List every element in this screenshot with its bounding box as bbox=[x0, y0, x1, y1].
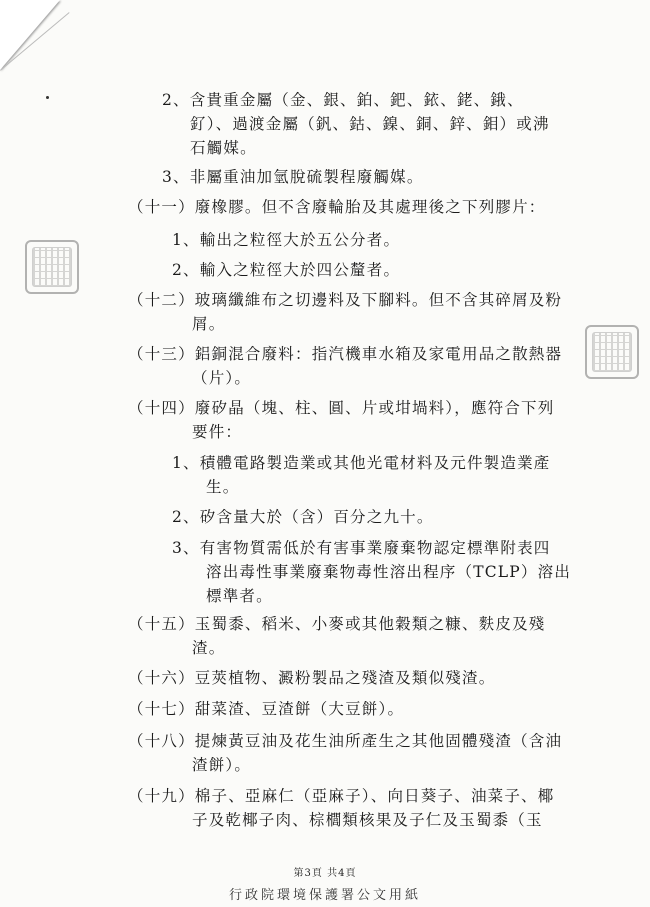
text-line: （十六）豆莢植物、澱粉製品之殘渣及類似殘渣。 bbox=[128, 669, 496, 687]
text-line: 屑。 bbox=[192, 315, 226, 333]
text-line: （十七）甜菜渣、豆渣餅（大豆餅）。 bbox=[128, 700, 405, 718]
text-line: 2、矽含量大於（含）百分之九十。 bbox=[172, 508, 434, 526]
text-line: （片）。 bbox=[192, 369, 252, 387]
text-line: 要件： bbox=[192, 423, 243, 441]
text-line: 渣。 bbox=[192, 639, 226, 657]
text-line: 生。 bbox=[206, 478, 240, 496]
text-line: （十三）鋁銅混合廢料：指汽機車水箱及家電用品之散熱器 bbox=[128, 345, 563, 363]
text-line: （十一）廢橡膠。但不含廢輪胎及其處理後之下列膠片： bbox=[128, 198, 546, 216]
text-line: 1、積體電路製造業或其他光電材料及元件製造業產 bbox=[172, 454, 551, 472]
text-line: 2、含貴重金屬（金、銀、鉑、鈀、銥、銠、鋨、 bbox=[162, 91, 524, 109]
letterhead-footer: 行政院環境保護署公文用紙 bbox=[228, 888, 421, 903]
text-line: 標準者。 bbox=[206, 587, 273, 605]
seal-stamp-right bbox=[585, 325, 639, 379]
speck bbox=[46, 96, 49, 99]
text-line: 1、輸出之粒徑大於五公分者。 bbox=[172, 231, 401, 249]
text-line: （十四）廢矽晶（塊、柱、圓、片或坩堝料），應符合下列 bbox=[128, 399, 555, 417]
text-line: （十八）提煉黃豆油及花生油所產生之其他固體殘渣（含油 bbox=[128, 732, 563, 750]
text-line: 釕）、過渡金屬（釩、鈷、鎳、銅、鋅、鉬）或沸 bbox=[190, 115, 550, 133]
text-line: 渣餅）。 bbox=[192, 756, 252, 774]
text-line: 3、非屬重油加氫脫硫製程廢觸媒。 bbox=[162, 168, 424, 186]
folded-corner bbox=[0, 0, 60, 70]
text-line: （十九）棉子、亞麻仁（亞麻子）、向日葵子、油菜子、椰 bbox=[128, 787, 555, 805]
seal-stamp-left bbox=[25, 240, 79, 294]
text-line: 溶出毒性事業廢棄物毒性溶出程序（TCLP）溶出 bbox=[206, 563, 572, 581]
text-line: 子及乾椰子肉、棕櫚類核果及子仁及玉蜀黍（玉 bbox=[192, 811, 543, 829]
page-number: 第3頁 共4頁 bbox=[293, 868, 357, 879]
text-line: （十二）玻璃纖維布之切邊料及下腳料。但不含其碎屑及粉 bbox=[128, 291, 563, 309]
text-line: 3、有害物質需低於有害事業廢棄物認定標準附表四 bbox=[172, 539, 551, 557]
text-line: 石觸媒。 bbox=[190, 139, 257, 157]
text-line: 2、輸入之粒徑大於四公釐者。 bbox=[172, 261, 401, 279]
text-line: （十五）玉蜀黍、稻米、小麥或其他穀類之糠、麩皮及殘 bbox=[128, 615, 546, 633]
